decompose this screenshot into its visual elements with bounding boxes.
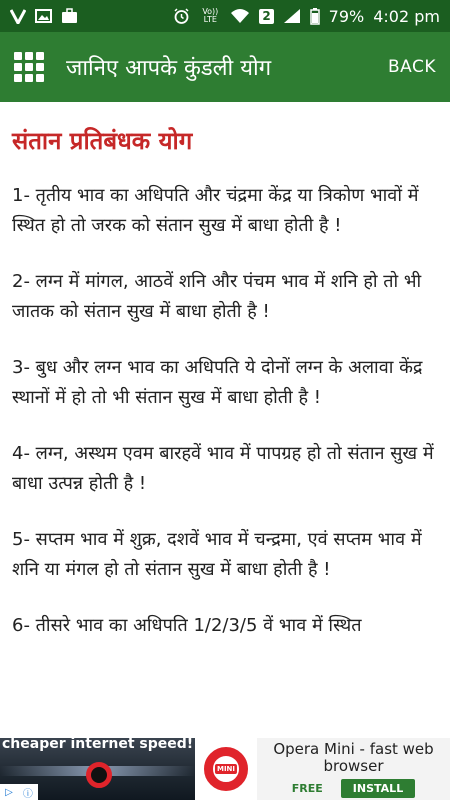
article-content[interactable] <box>0 102 450 738</box>
ad-info-controls[interactable] <box>0 784 38 800</box>
clock: 4:02 pm <box>373 6 440 26</box>
back-button[interactable]: BACK <box>387 57 436 77</box>
section-title: संतान प्रतिबंधक योग <box>12 127 193 155</box>
yog-paragraph: 2- लग्न में मांगल, आठवें शनि और पंचम भाव में शनि हो तो भी जातक को संतान सुख में बाधा होती है ! <box>12 271 422 322</box>
opera-mini-logo-icon[interactable] <box>195 738 257 800</box>
ad-image[interactable] <box>0 738 195 800</box>
yog-paragraph: 1- तृतीय भाव का अधिपति और चंद्रमा केंद्र या त्रिकोण भावों में स्थित हो तो जरक को संतान सुख में बाधा होती है ! <box>12 185 419 236</box>
opera-logo-mini-label: MINI <box>216 765 236 773</box>
battery-icon <box>310 8 320 25</box>
volte-icon: Vo)) LTE <box>202 7 219 24</box>
ad-tagline: cheaper internet speed! <box>2 738 194 752</box>
yog-paragraph: 6- तीसरे भाव का अधिपति 1/2/3/5 वें भाव में स्थित <box>12 615 362 636</box>
sim-2-icon: 2 <box>259 9 273 24</box>
status-bar <box>0 0 450 32</box>
yog-paragraph: 5- सप्तम भाव में शुक्र, दशवें भाव में चन्द्रमा, एवं सप्तम भाव में शनि या मंगल हो तो संतान सुख में बाधा होती है ! <box>12 529 422 580</box>
status-bar-right <box>173 7 440 26</box>
battery-percent: 79% <box>328 6 365 26</box>
info-icon[interactable]: ⓘ <box>22 788 33 800</box>
image-icon <box>35 8 52 24</box>
wifi-icon <box>230 8 250 24</box>
grid-menu-icon[interactable] <box>14 52 44 82</box>
opera-logo-ring <box>204 747 248 791</box>
ad-action-row <box>292 779 415 798</box>
yog-paragraph: 4- लग्न, अस्थम एवम बारहवें भाव में पापग्रह हो तो संतान सुख में बाधा उत्पन्न होती है ! <box>12 443 434 494</box>
install-button[interactable]: INSTALL <box>341 779 415 798</box>
app-bar <box>0 32 450 102</box>
status-bar-left <box>10 8 78 24</box>
app-title: जानिए आपके कुंडली योग <box>66 56 272 81</box>
yog-paragraph: 3- बुध और लग्न भाव का अधिपति ये दोनों लग्न के अलावा केंद्र स्थानों में हो तो भी संतान सुख में बाधा होती है ! <box>12 357 423 408</box>
ad-details <box>257 738 450 800</box>
v-icon <box>10 8 26 24</box>
alarm-icon <box>173 8 190 25</box>
ad-banner[interactable] <box>0 738 450 800</box>
ad-app-name: Opera Mini - fast web browser <box>273 739 434 775</box>
briefcase-icon <box>61 8 78 24</box>
signal-icon <box>283 8 301 24</box>
adchoices-icon[interactable]: ▷ <box>5 786 13 798</box>
ad-price-label: FREE <box>291 781 323 795</box>
opera-mini-small-logo-icon <box>86 762 112 788</box>
